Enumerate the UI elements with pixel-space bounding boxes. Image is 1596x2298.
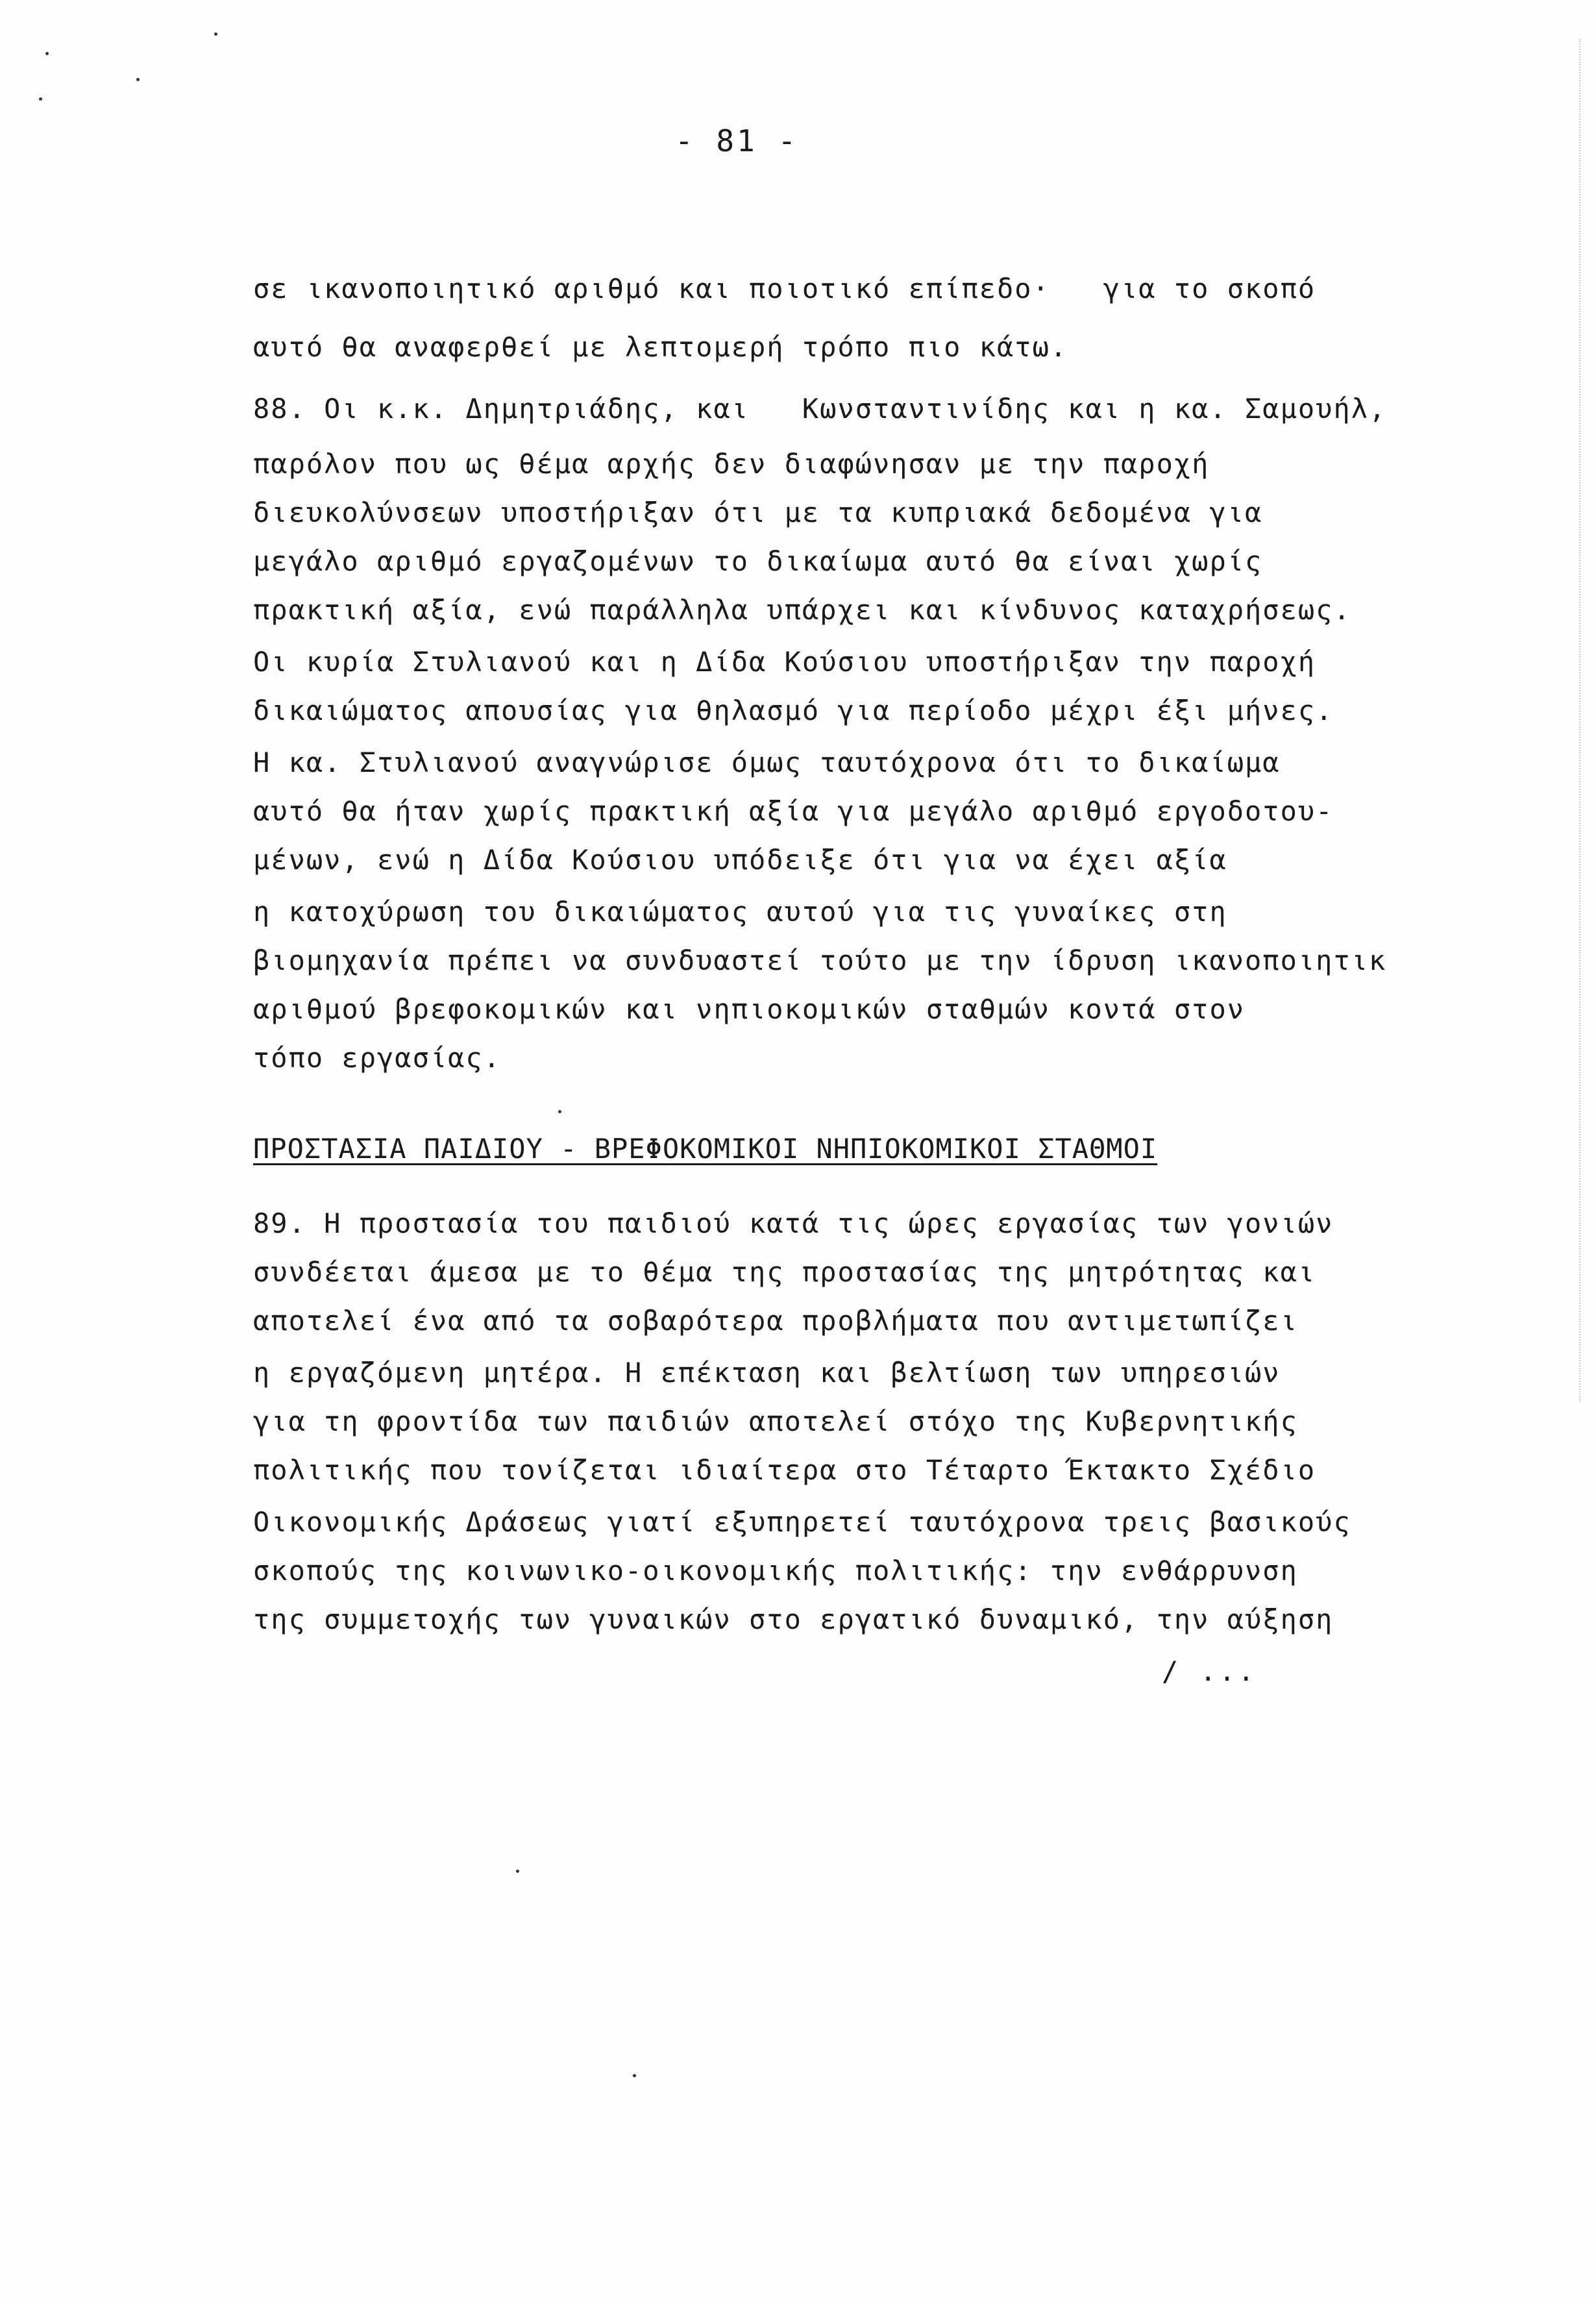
text-line: συνδέεται άμεσα με το θέμα της προστασίας της μητρότητας και	[253, 1256, 1316, 1288]
text-line: Οικονομικής Δράσεως γιατί εξυπηρετεί ταυτόχρονα τρεις βασικούς	[253, 1506, 1351, 1538]
text-line: Η κα. Στυλιανού αναγνώρισε όμως ταυτόχρονα ότι το δικαίωμα	[253, 747, 1281, 778]
text-line: δικαιώματος απουσίας για θηλασμό για περίοδο μέχρι έξι μήνες.	[253, 695, 1334, 726]
text-line: πολιτικής που τονίζεται ιδιαίτερα στο Τέταρτο Έκτακτο Σχέδιο	[253, 1454, 1316, 1486]
text-line: μένων, ενώ η Δίδα Κούσιου υπόδειξε ότι για να έχει αξία	[253, 844, 1227, 876]
scan-speck	[558, 1110, 561, 1113]
scan-speck	[39, 97, 42, 101]
continuation-mark: / ...	[1162, 1655, 1257, 1687]
scan-speck	[516, 1870, 519, 1873]
text-line: τόπο εργασίας.	[253, 1042, 502, 1074]
text-line: σκοπούς της κοινωνικο-οικονομικής πολιτικής: την ενθάρρυνση	[253, 1555, 1298, 1587]
text-line: αριθμού βρεφοκομικών και νηπιοκομικών σταθμών κοντά στον	[253, 993, 1246, 1025]
section-heading: ΠΡΟΣΤΑΣΙΑ ΠΑΙΔΙΟΥ - ΒΡΕΦΟΚΟΜΙΚΟΙ ΝΗΠΙΟΚΟΜΙΚΟΙ ΣΤΑΘΜΟΙ	[253, 1133, 1158, 1165]
text-line: για τη φροντίδα των παιδιών αποτελεί στόχο της Κυβερνητικής	[253, 1405, 1298, 1437]
scan-speck	[136, 78, 140, 81]
text-line: 88. Οι κ.κ. Δημητριάδης, και Κωνσταντινίδης και η κα. Σαμουήλ,	[253, 393, 1387, 425]
text-line: βιομηχανία πρέπει να συνδυαστεί τούτο με την ίδρυση ικανοποιητικ	[253, 945, 1387, 976]
text-line: διευκολύνσεων υποστήριξαν ότι με τα κυπριακά δεδομένα για	[253, 497, 1263, 528]
text-line: 89. Η προστασία του παιδιού κατά τις ώρες εργασίας των γονιών	[253, 1207, 1334, 1239]
text-line: πρακτική αξία, ενώ παράλληλα υπάρχει και κίνδυνος καταχρήσεως.	[253, 594, 1351, 626]
text-line: της συμμετοχής των γυναικών στο εργατικό δυναμικό, την αύξηση	[253, 1603, 1334, 1635]
text-line: μεγάλο αριθμό εργαζομένων το δικαίωμα αυτό θα είναι χωρίς	[253, 545, 1263, 577]
text-line: σε ικανοποιητικό αριθμό και ποιοτικό επίπεδο· για το σκοπό	[253, 273, 1316, 304]
text-line: παρόλον που ως θέμα αρχής δεν διαφώνησαν με την παροχή	[253, 448, 1210, 480]
scan-edge-artifact	[1579, 39, 1596, 1402]
scan-speck	[214, 32, 217, 36]
text-line: η εργαζόμενη μητέρα. Η επέκταση και βελτίωση των υπηρεσιών	[253, 1357, 1281, 1389]
page-number: - 81 -	[675, 123, 799, 158]
scan-speck	[633, 2074, 636, 2077]
text-line: η κατοχύρωση του δικαιώματος αυτού για τις γυναίκες στη	[253, 896, 1227, 928]
text-line: αυτό θα αναφερθεί με λεπτομερή τρόπο πιο κάτω.	[253, 331, 1068, 363]
scan-speck	[45, 52, 49, 55]
text-line: Οι κυρία Στυλιανού και η Δίδα Κούσιου υποστήριξαν την παροχή	[253, 646, 1316, 678]
text-line: αυτό θα ήταν χωρίς πρακτική αξία για μεγάλο αριθμό εργοδοτου-	[253, 795, 1334, 827]
text-line: αποτελεί ένα από τα σοβαρότερα προβλήματα που αντιμετωπίζει	[253, 1305, 1298, 1337]
